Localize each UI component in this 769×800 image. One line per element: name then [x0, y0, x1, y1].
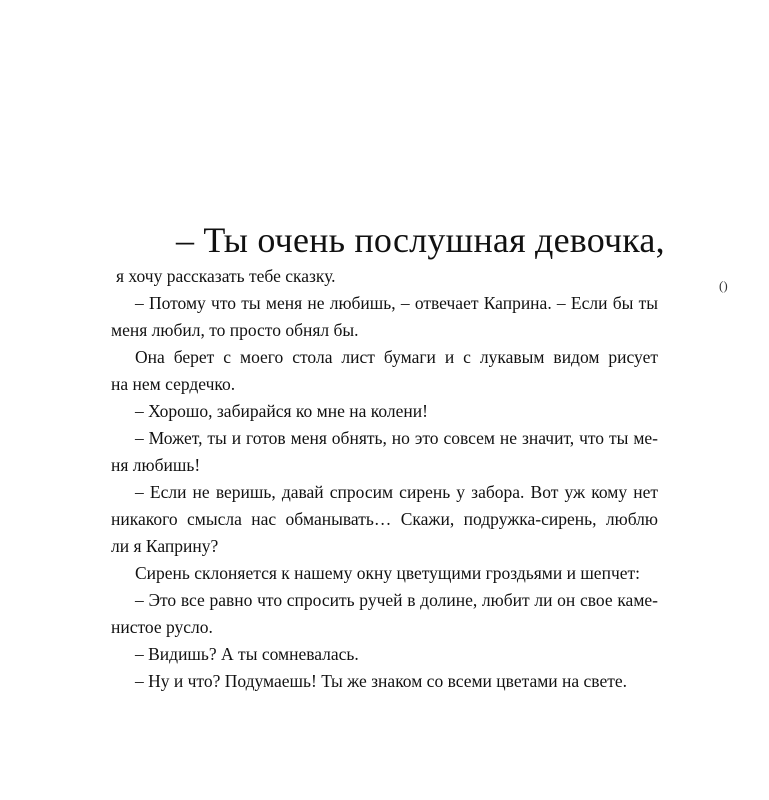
paragraph [111, 479, 658, 560]
text-line: я хочу рассказать тебе сказку. [116, 266, 336, 286]
text-line: – Если не веришь, давай спросим сирень у забора. Вот уж кому нет [135, 482, 658, 502]
text-line: меня любил, то просто обнял бы. [111, 320, 359, 340]
paragraph [111, 398, 658, 425]
text-line: – Хорошо, забирайся ко мне на колени! [135, 401, 428, 421]
text-line: на нем сердечко. [111, 374, 236, 394]
paragraph [111, 668, 658, 695]
page-heading: – Ты очень послушная девочка, [176, 220, 665, 260]
paragraph [111, 560, 658, 587]
body-text [111, 263, 658, 695]
margin-mark: () [719, 278, 728, 293]
text-line: – Ну и что? Подумаешь! Ты же знаком со всеми цветами на свете. [135, 671, 628, 691]
paragraph [111, 344, 658, 398]
text-line: никакого смысла нас обманывать… Скажи, подружка-сирень, люблю [111, 509, 658, 529]
paragraph [111, 263, 658, 290]
text-line: – Может, ты и готов меня обнять, но это совсем не значит, что ты ме- [135, 428, 658, 448]
text-line: ня любишь! [111, 455, 201, 475]
text-line: нистое русло. [111, 617, 213, 637]
text-line: Она берет с моего стола лист бумаги и с лукавым видом рисует [135, 347, 658, 367]
text-line: – Видишь? А ты сомневалась. [135, 644, 359, 664]
paragraph [111, 290, 658, 344]
paragraph [111, 641, 658, 668]
text-line: – Потому что ты меня не любишь, – отвечает Каприна. – Если бы ты [135, 293, 658, 313]
text-line: – Это все равно что спросить ручей в долине, любит ли он свое каме- [135, 590, 658, 610]
text-line: Сирень склоняется к нашему окну цветущими гроздьями и шепчет: [135, 563, 641, 583]
paragraph [111, 587, 658, 641]
text-line: ли я Каприну? [111, 536, 219, 556]
paragraph [111, 425, 658, 479]
